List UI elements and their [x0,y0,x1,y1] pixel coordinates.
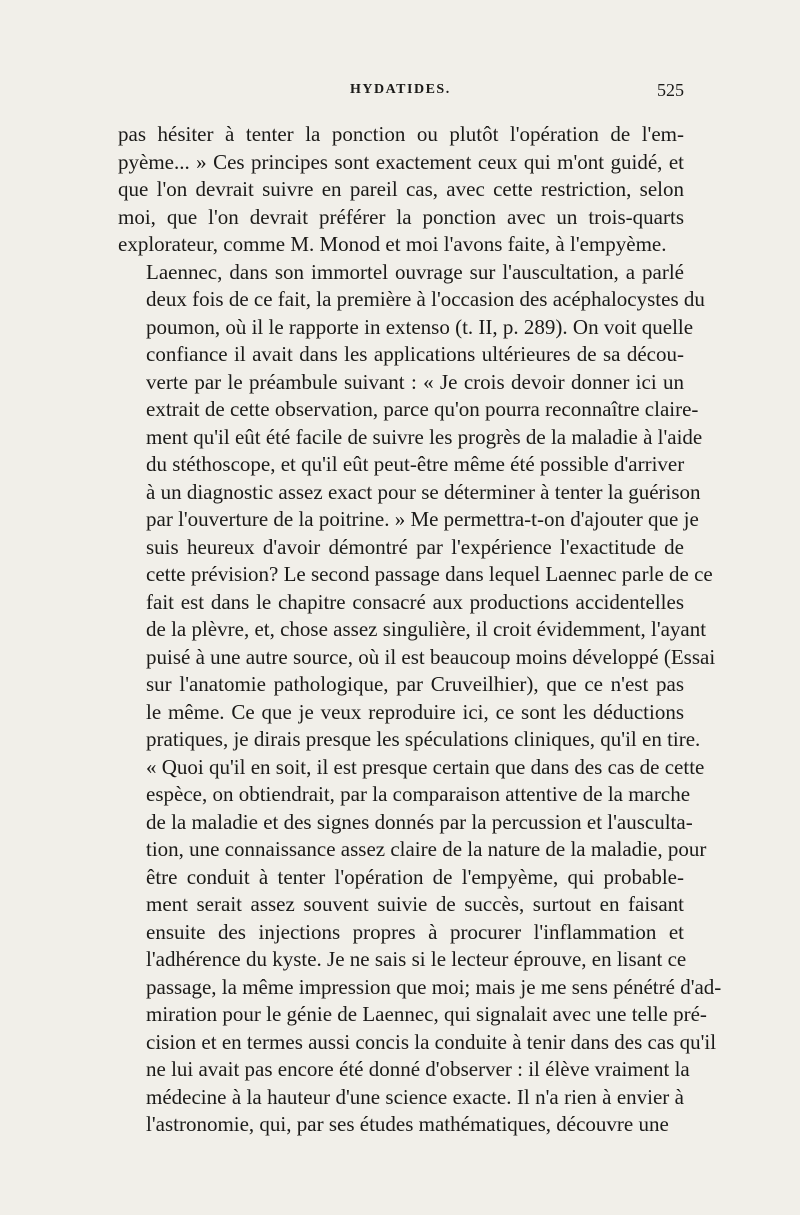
text-line: verte par le préambule suivant : « Je crois devoir donner ici un [146,369,684,394]
page-number: 525 [657,80,684,100]
text-line: tion, une connaissance assez claire de la nature de la maladie, pour [146,837,707,861]
text-line: ne lui avait pas encore été donné d'observer : il élève vraiment la [146,1057,690,1081]
text-line: que l'on devrait suivre en pareil cas, avec cette restriction, selon [118,177,684,201]
text-line: moi, que l'on devrait préférer la ponction avec un trois-quarts [118,204,684,229]
text-line: confiance il avait dans les applications ultérieures de sa décou- [146,342,684,366]
text-line: explorateur, comme M. Monod et moi l'avons faite, à l'empyème. [118,232,667,256]
text-line: « Quoi qu'il en soit, il est presque certain que dans des cas de cette [146,754,705,779]
text-line: ment serait assez souvent suivie de succès, surtout en faisant [146,892,684,916]
text-line: passage, la même impression que moi; mais je me sens pénétré d'ad- [146,974,722,999]
text-line: de la maladie et des signes donnés par la percussion et l'ausculta- [146,809,693,834]
text-line: deux fois de ce fait, la première à l'occasion des acéphalocystes du [146,287,705,311]
text-line: ensuite des injections propres à procurer l'inflammation et [146,919,684,944]
text-line: le même. Ce que je veux reproduire ici, ce sont les déductions [146,699,684,724]
text-line: ment qu'il eût été facile de suivre les progrès de la maladie à l'aide [146,424,703,449]
body-text [118,121,722,1139]
text-line: Laennec, dans son immortel ouvrage sur l'auscultation, a parlé [146,259,684,284]
text-line: espèce, on obtiendrait, par la comparaison attentive de la marche [146,782,691,806]
text-line: l'adhérence du kyste. Je ne sais si le lecteur éprouve, en lisant ce [146,947,687,971]
text-line: pas hésiter à tenter la ponction ou plutôt l'opération de l'em- [118,122,684,146]
text-line: du stéthoscope, et qu'il eût peut-être même été possible d'arriver [146,452,685,476]
text-line: être conduit à tenter l'opération de l'empyème, qui probable- [146,864,684,889]
text-line: de la plèvre, et, chose assez singulière, il croit évidemment, l'ayant [146,617,707,641]
text-line: médecine à la hauteur d'une science exacte. Il n'a rien à envier à [146,1084,684,1109]
text-line: pratiques, je dirais presque les spéculations cliniques, qu'il en tire. [146,727,701,751]
text-line: miration pour le génie de Laennec, qui signalait avec une telle pré- [146,1002,707,1026]
text-line: à un diagnostic assez exact pour se déterminer à tenter la guérison [146,479,701,504]
text-line: cision et en termes aussi concis la conduite à tenir dans des cas qu'il [146,1029,717,1054]
page-header [118,78,684,108]
text-line: pyème... » Ces principes sont exactement ceux qui m'ont guidé, et [118,149,684,174]
text-line: par l'ouverture de la poitrine. » Me permettra-t-on d'ajouter que je [146,507,699,531]
text-line: suis heureux d'avoir démontré par l'expérience l'exactitude de [146,534,684,559]
running-title: HYDATIDES. [350,82,451,97]
text-line: poumon, où il le rapporte in extenso (t. II, p. 289). On voit quelle [146,314,694,339]
text-line: sur l'anatomie pathologique, par Cruveilhier), que ce n'est pas [146,672,684,696]
text-line: cette prévision? Le second passage dans lequel Laennec parle de ce [146,562,713,586]
text-line: l'astronomie, qui, par ses études mathématiques, découvre une [146,1112,669,1136]
text-line: puisé à une autre source, où il est beaucoup moins développé (Essai [146,644,716,669]
text-line: extrait de cette observation, parce qu'on pourra reconnaître claire- [146,397,699,421]
paragraph [118,259,722,1139]
paragraph [118,121,684,259]
text-line: fait est dans le chapitre consacré aux productions accidentelles [146,589,684,614]
